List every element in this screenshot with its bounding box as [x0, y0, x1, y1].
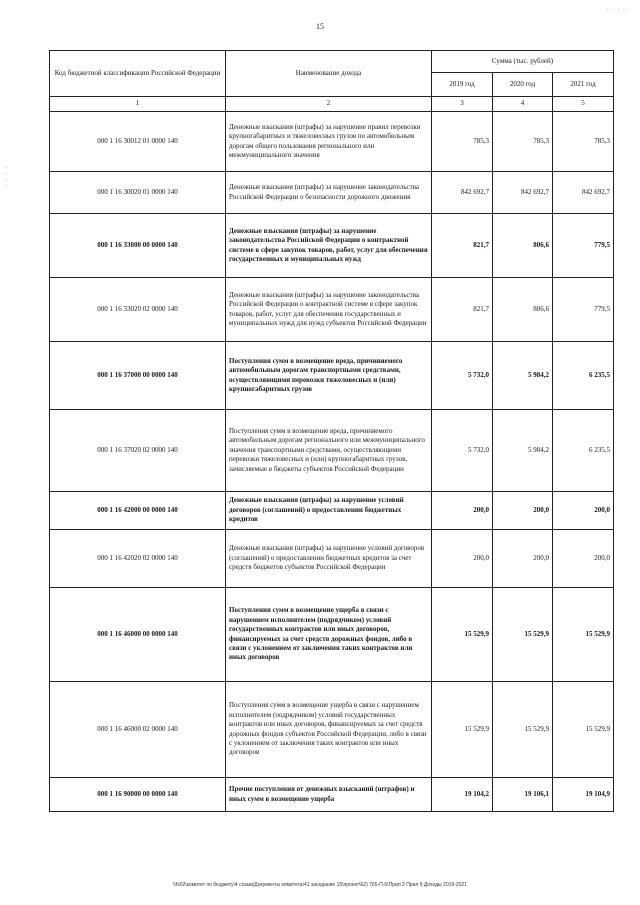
amount-2020-cell: 5 984,2: [493, 410, 553, 492]
revenue-name-cell: Денежные взыскания (штрафы) за нарушение правил перевозки крупногабаритных и тяжеловесных грузов по автомобильным дорогам общего пользования регионального или межмуниципального значения: [226, 112, 432, 172]
budget-code-cell: 000 1 16 30012 01 0000 140: [50, 112, 226, 172]
amount-2019-cell: 785,3: [432, 112, 493, 172]
column-number: 4: [493, 97, 553, 112]
amount-2019-cell: 821,7: [432, 278, 493, 342]
amount-2019-cell: 15 529,9: [432, 682, 493, 778]
amount-2019-cell: 842 692,7: [432, 172, 493, 214]
table-row: [50, 778, 614, 812]
revenue-name-cell: Поступления сумм в возмещение ущерба в связи с нарушением исполнителем (подрядчиком) условий государственных контрактов или иных договоров, финансируемых за счет средств дорожных фондов, либо в связи с уклонением от заключения таких контрактов или иных договоров: [226, 588, 432, 682]
amount-2019-cell: 821,7: [432, 214, 493, 278]
column-number: 1: [50, 97, 226, 112]
amount-2021-cell: 15 529,9: [553, 588, 614, 682]
amount-2021-cell: 200,0: [553, 530, 614, 588]
table-row: [50, 588, 614, 682]
amount-2019-cell: 5 732,0: [432, 410, 493, 492]
amount-2021-cell: 6 235,5: [553, 342, 614, 410]
budget-code-cell: 000 1 16 33020 02 0000 140: [50, 278, 226, 342]
amount-2021-cell: 779,5: [553, 278, 614, 342]
year-header-2020: 2020 год: [493, 73, 553, 97]
year-header-2021: 2021 год: [553, 73, 614, 97]
amount-2019-cell: 200,0: [432, 492, 493, 530]
budget-code-cell: 000 1 16 42000 00 0000 140: [50, 492, 226, 530]
budget-code-cell: 000 1 16 37020 02 0000 140: [50, 410, 226, 492]
amount-2021-cell: 19 104,9: [553, 778, 614, 812]
amount-2020-cell: 200,0: [493, 492, 553, 530]
table-row: [50, 492, 614, 530]
amount-2019-cell: 5 732,0: [432, 342, 493, 410]
table-row: [50, 342, 614, 410]
table-row: [50, 682, 614, 778]
table-row: [50, 214, 614, 278]
amount-2020-cell: 806,6: [493, 214, 553, 278]
amount-2020-cell: 15 529,9: [493, 682, 553, 778]
scan-mark: . . . .: [606, 4, 626, 12]
table-body: [50, 112, 614, 812]
budget-code-cell: 000 1 16 30020 01 0000 140: [50, 172, 226, 214]
table-row: [50, 278, 614, 342]
code-column-header: Код бюджетной классификации Российской Федерации: [50, 51, 226, 97]
amount-2020-cell: 5 984,2: [493, 342, 553, 410]
sum-column-header: Сумма (тыс. рублей): [432, 51, 614, 73]
revenue-name-cell: Денежные взыскания (штрафы) за нарушение условий договоров (соглашений) о предоставлении бюджетных кредитов: [226, 492, 432, 530]
budget-code-cell: 000 1 16 90000 00 0000 140: [50, 778, 226, 812]
revenue-name-cell: Денежные взыскания (штрафы) за нарушение законодательства Российской Федерации о безопасности дорожного движения: [226, 172, 432, 214]
amount-2021-cell: 779,5: [553, 214, 614, 278]
revenue-name-cell: Поступления сумм в возмещение ущерба в связи с нарушением исполнителем (подрядчиком) условий государственных контрактов или иных договоров, финансируемых за счет средств дорожных фондов субъектов Российской Федерации, либо в связи с уклонением от заключения таких контрактов или иных договоров: [226, 682, 432, 778]
table-row: [50, 112, 614, 172]
column-number: 3: [432, 97, 493, 112]
table-row: [50, 530, 614, 588]
revenue-table: [49, 50, 614, 812]
amount-2020-cell: 806,6: [493, 278, 553, 342]
year-header-2019: 2019 год: [432, 73, 493, 97]
budget-code-cell: 000 1 16 33000 00 0000 140: [50, 214, 226, 278]
amount-2020-cell: 785,3: [493, 112, 553, 172]
budget-code-cell: 000 1 16 46000 00 0000 140: [50, 588, 226, 682]
budget-code-cell: 000 1 16 46000 02 0000 140: [50, 682, 226, 778]
revenue-name-cell: Прочие поступления от денежных взысканий (штрафов) и иных сумм в возмещение ущерба: [226, 778, 432, 812]
amount-2020-cell: 200,0: [493, 530, 553, 588]
amount-2019-cell: 200,0: [432, 530, 493, 588]
amount-2021-cell: 6 235,5: [553, 410, 614, 492]
revenue-name-cell: Поступления сумм в возмещение вреда, причиняемого автомобильным дорогам регионального или межмуниципального значения транспортными средствами, осуществляющими перевозки тяжеловесных и (или) крупногабаритных грузов, зачисляемые в бюджеты субъектов Российской Федерации: [226, 410, 432, 492]
revenue-name-cell: Поступления сумм в возмещение вреда, причиняемого автомобильным дорогам транспортными средствами, осуществляющими перевозки тяжеловесных и (или) крупногабаритных грузов: [226, 342, 432, 410]
budget-code-cell: 000 1 16 42020 02 0000 140: [50, 530, 226, 588]
amount-2020-cell: 15 529,9: [493, 588, 553, 682]
amount-2019-cell: 15 529,9: [432, 588, 493, 682]
file-path-footer: \\fs02\комитет по бюджету\4 созыв\Документы комитета\41 заседание 15\проект\62) 765-П-6\Прил 2 Прил 9 Доходы 2019-2021: [173, 882, 467, 888]
scan-margin-mark: · · · ·: [5, 164, 8, 190]
revenue-name-cell: Денежные взыскания (штрафы) за нарушение условий договоров (соглашений) о предоставлении бюджетных кредитов за счет средств бюджетов субъектов Российской Федерации: [226, 530, 432, 588]
revenue-name-cell: Денежные взыскания (штрафы) за нарушение законодательства Российской Федерации о контрактной системе в сфере закупок товаров, работ, услуг для обеспечения государственных и муниципальных нужд: [226, 214, 432, 278]
table-row: [50, 172, 614, 214]
column-number: 2: [226, 97, 432, 112]
amount-2020-cell: 19 106,1: [493, 778, 553, 812]
name-column-header: Наименование дохода: [226, 51, 432, 97]
table-row: [50, 410, 614, 492]
revenue-name-cell: Денежные взыскания (штрафы) за нарушение законодательства Российской Федерации о контрактной системе в сфере закупок товаров, работ, услуг для обеспечения государственных и муниципальных нужд для нужд субъектов Российской Федерации: [226, 278, 432, 342]
column-number: 5: [553, 97, 614, 112]
amount-2021-cell: 842 692,7: [553, 172, 614, 214]
amount-2020-cell: 842 692,7: [493, 172, 553, 214]
amount-2019-cell: 19 104,2: [432, 778, 493, 812]
budget-code-cell: 000 1 16 37000 00 0000 140: [50, 342, 226, 410]
page-number: 15: [316, 22, 324, 31]
amount-2021-cell: 785,3: [553, 112, 614, 172]
amount-2021-cell: 15 529,9: [553, 682, 614, 778]
amount-2021-cell: 200,0: [553, 492, 614, 530]
